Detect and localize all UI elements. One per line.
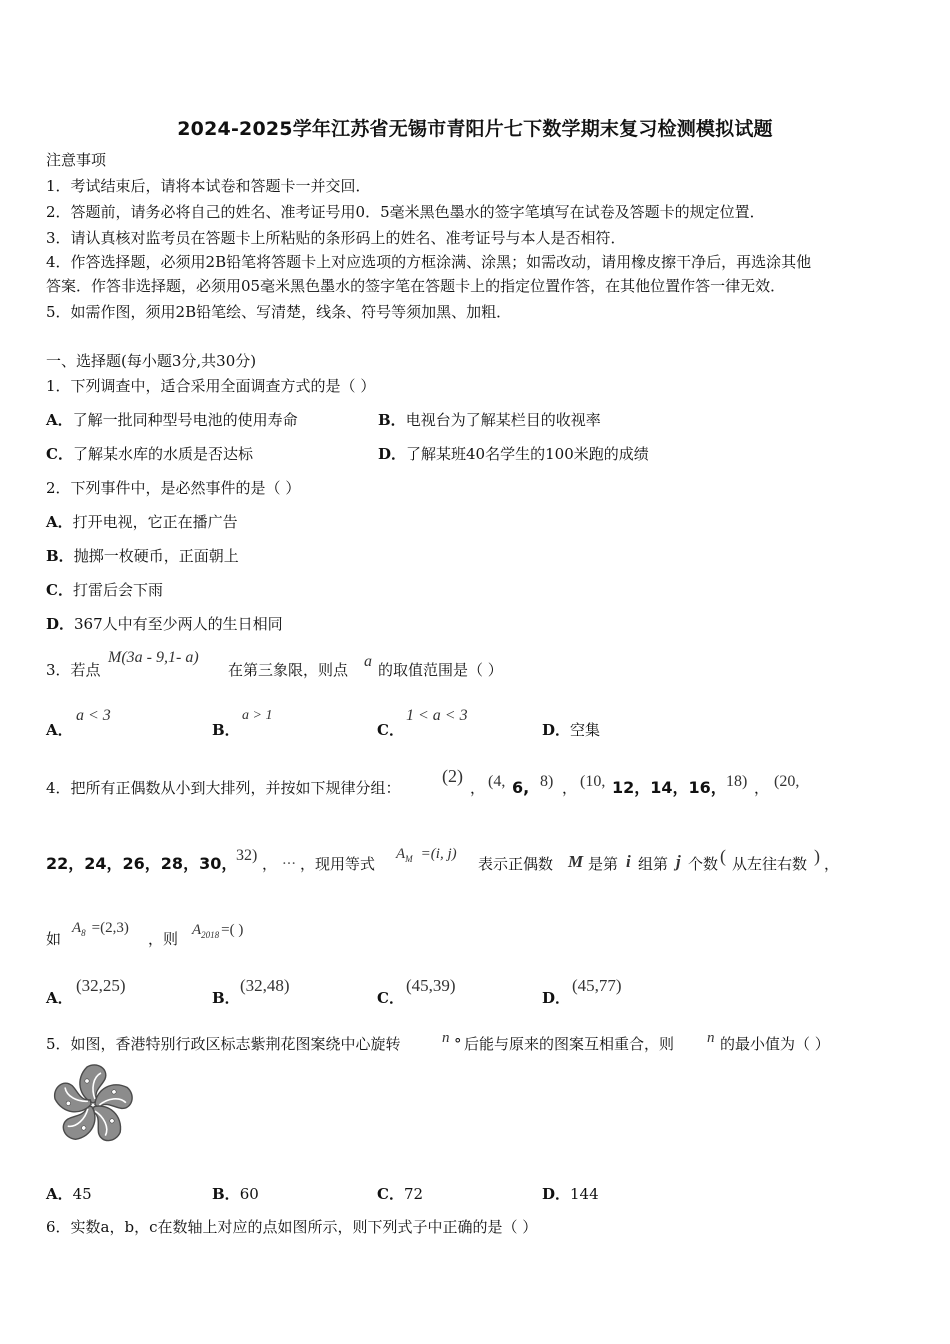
q2-option-c: C．打雷后会下雨 bbox=[46, 581, 163, 599]
q4-group-3-close: 18) bbox=[726, 773, 748, 790]
question-3-prefix: 3．若点 bbox=[46, 661, 101, 679]
q4-option-b-label: B． bbox=[212, 989, 240, 1007]
q4-text: 如 bbox=[46, 930, 62, 948]
q3-suffix: 的取值范围是（ ） bbox=[378, 661, 503, 679]
notice-item: 3．请认真核对监考员在答题卡上所粘贴的条形码上的姓名、准考证号与本人是否相符． bbox=[46, 229, 626, 247]
q3-point-formula: M(3a - 9,1- a) bbox=[108, 649, 199, 666]
q4-group-4-nums: 22，24，26，28，30， bbox=[46, 854, 238, 873]
q4-text: 表示正偶数 bbox=[478, 855, 554, 873]
q5-option-b: B．60 bbox=[212, 1185, 259, 1203]
q4-var-i: i bbox=[626, 852, 631, 871]
bauhinia-flower-figure bbox=[48, 1062, 138, 1148]
notice-item: 5．如需作图，须用2B铅笔绘、写清楚，线条、符号等须加黑、加粗． bbox=[46, 303, 512, 321]
q4-option-c-math: (45,39) bbox=[406, 976, 456, 995]
q3-option-c-math: 1 < a < 3 bbox=[406, 707, 468, 724]
q4-ask-formula: $A_{2018}$ =( ) bbox=[192, 922, 244, 940]
q5-var-n: n bbox=[442, 1030, 450, 1046]
notice-item: 4．作答选择题，必须用2B铅笔将答题卡上对应选项的方框涂满、涂黑；如需改动，请用橡皮擦干净后，再选涂其他 bbox=[46, 253, 812, 271]
q4-group-4-open: (20, bbox=[774, 773, 800, 790]
q3-var: a bbox=[364, 653, 372, 670]
question-2-stem: 2．下列事件中，是必然事件的是（ ） bbox=[46, 479, 301, 497]
q4-ellipsis: … bbox=[282, 852, 296, 868]
q4-group-4-close: 32) bbox=[236, 847, 258, 864]
q5-var-n: n bbox=[707, 1030, 715, 1046]
q2-option-a: A．打开电视，它正在播广告 bbox=[46, 513, 238, 531]
section-heading: 一、选择题(每小题3分,共30分) bbox=[46, 352, 257, 370]
notice-item: 答案．作答非选择题，必须用05毫米黑色墨水的签字笔在答题卡上的指定位置作答，在其他位置作答一律无效． bbox=[46, 277, 786, 295]
q2-option-d: D．367人中有至少两人的生日相同 bbox=[46, 615, 283, 633]
q4-group-2-open: (4, bbox=[488, 773, 506, 790]
q4-group-3-mid: 12，14，16， bbox=[612, 778, 727, 797]
q3-option-a-label: A． bbox=[46, 721, 73, 739]
q4-group-2-close: 8) bbox=[540, 773, 554, 790]
q3-option-b-label: B． bbox=[212, 721, 240, 739]
q5-option-c: C．72 bbox=[377, 1185, 424, 1203]
q4-var-j: j bbox=[676, 852, 681, 871]
q3-option-d: D．空集 bbox=[542, 721, 601, 739]
q3-option-a-math: a < 3 bbox=[76, 707, 111, 724]
q3-text: 在第三象限，则点 bbox=[228, 661, 349, 679]
q1-option-b: B．电视台为了解某栏目的收视率 bbox=[378, 411, 601, 429]
q1-option-a: A．了解一批同种型号电池的使用寿命 bbox=[46, 411, 298, 429]
q4-formula: $A_M =(i$, j) bbox=[396, 846, 457, 864]
q4-option-d-math: (45,77) bbox=[572, 976, 622, 995]
notice-heading: 注意事项 bbox=[46, 151, 107, 169]
notice-item: 2．答题前，请务必将自己的姓名、准考证号用0．5毫米黑色墨水的签字笔填写在试卷及答题卡的规定位置． bbox=[46, 203, 765, 221]
q4-group-2-mid: 6, bbox=[512, 778, 530, 797]
q3-option-b-math: a > 1 bbox=[242, 708, 273, 723]
q4-option-b-math: (32,48) bbox=[240, 976, 290, 995]
q4-option-c-label: C． bbox=[377, 989, 404, 1007]
q4-group-3-open: (10, bbox=[580, 773, 606, 790]
q4-text: ，现用等式 bbox=[300, 855, 376, 873]
q5-option-a: A．45 bbox=[46, 1185, 92, 1203]
q1-option-c: C．了解某水库的水质是否达标 bbox=[46, 445, 253, 463]
q4-example-formula: $A_8 =(2,3)$ bbox=[72, 920, 129, 938]
q4-option-d-label: D． bbox=[542, 989, 571, 1007]
q2-option-b: B．抛掷一枚硬币，正面朝上 bbox=[46, 547, 239, 565]
question-1-stem: 1．下列调查中，适合采用全面调查方式的是（ ） bbox=[46, 377, 376, 395]
q1-option-d: D．了解某班40名学生的100米跑的成绩 bbox=[378, 445, 649, 463]
q4-group-1: (2) bbox=[442, 766, 463, 786]
page-title: 2024-2025学年江苏省无锡市青阳片七下数学期末复习检测模拟试题 bbox=[177, 118, 773, 140]
question-6-stem: 6．实数a，b，c在数轴上对应的点如图所示，则下列式子中正确的是（ ） bbox=[46, 1218, 538, 1236]
notice-item: 1．考试结束后，请将本试卷和答题卡一并交回． bbox=[46, 177, 371, 195]
q3-option-c-label: C． bbox=[377, 721, 404, 739]
q4-var-m: M bbox=[568, 852, 584, 871]
q4-option-a-label: A． bbox=[46, 989, 73, 1007]
question-5-stem: 5．如图，香港特别行政区标志紫荆花图案绕中心旋转 bbox=[46, 1035, 401, 1053]
q4-option-a-math: (32,25) bbox=[76, 976, 126, 995]
question-4-stem: 4．把所有正偶数从小到大排列，并按如下规律分组： bbox=[46, 779, 401, 797]
q5-option-d: D．144 bbox=[542, 1185, 599, 1203]
